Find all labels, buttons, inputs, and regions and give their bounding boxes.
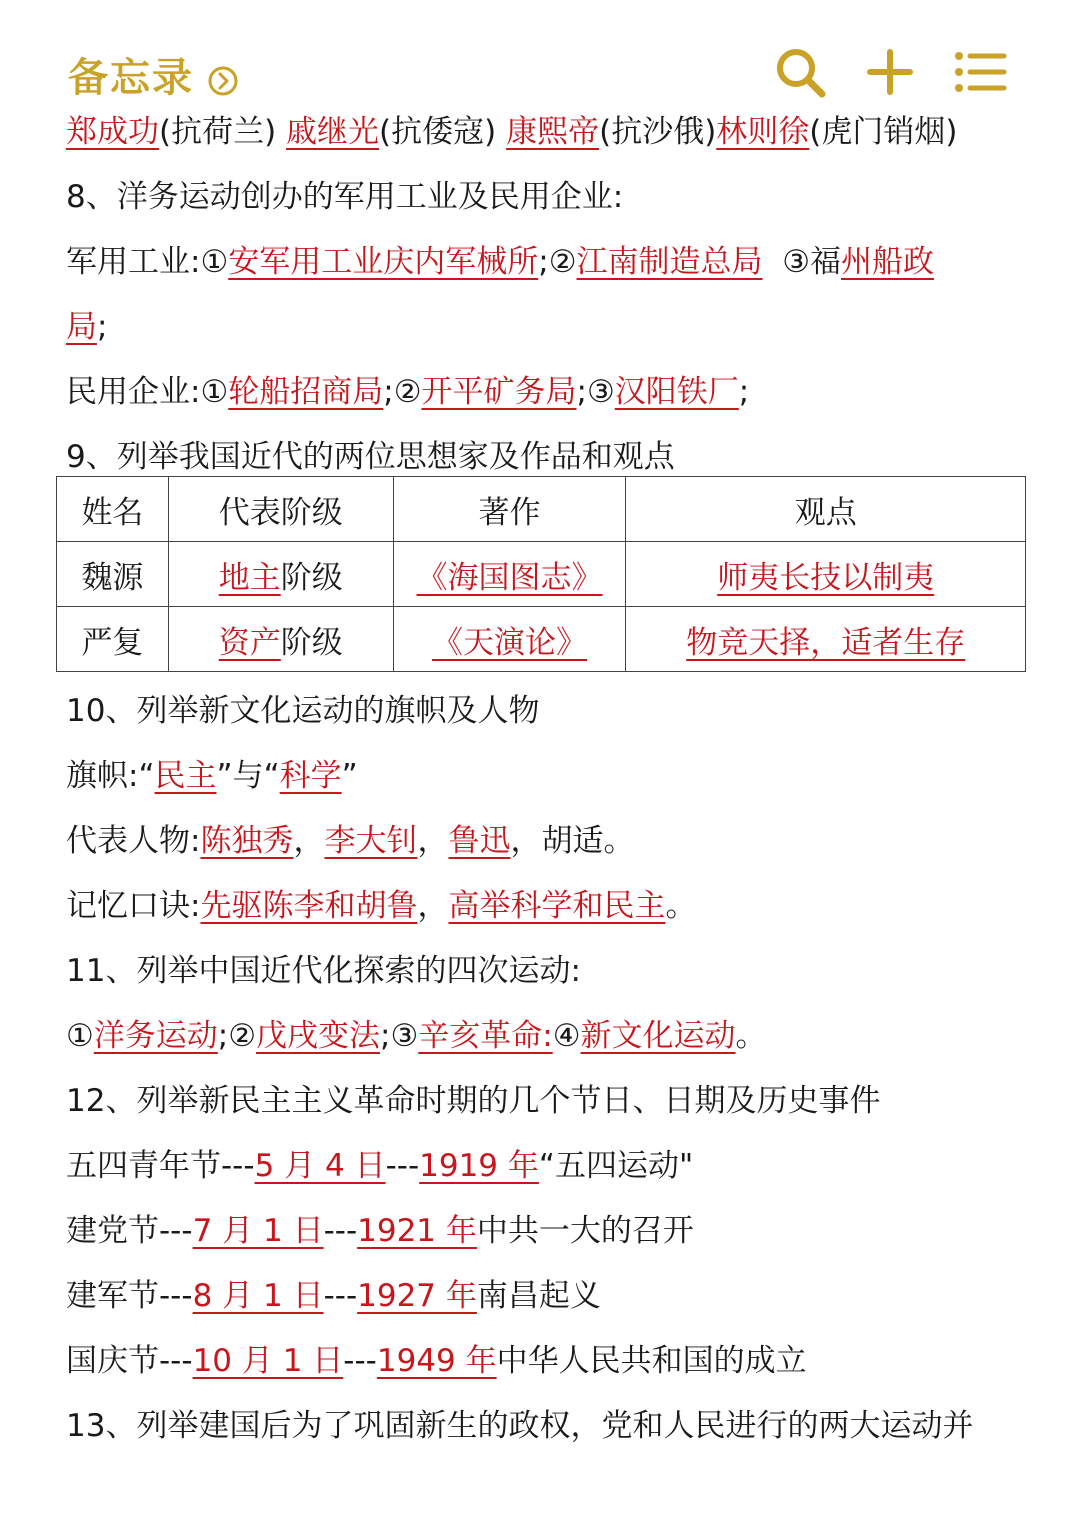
question-heading: 9、列举我国近代的两位思想家及作品和观点 [66,439,675,475]
note-text: (抗沙俄) [599,114,717,150]
note-text: ;② [383,374,422,410]
note-text: 代表人物: [66,823,201,859]
note-text: ;② [538,244,577,280]
note-line [66,100,1026,165]
note-body-top[interactable] [66,100,1026,490]
answer-text: 1919 年 [419,1148,539,1184]
answer-text: 戚继光 [286,114,380,150]
table-cell-name: 魏源 [57,542,169,607]
answer-text: 8 月 1 日 [192,1278,324,1314]
table-header-cell: 姓名 [57,477,169,542]
note-text: 阶级 [280,559,343,596]
note-line [66,874,1026,939]
answer-text: 先驱陈李和胡鲁 [200,888,418,924]
question-heading: 10、列举新文化运动的旗帜及人物 [66,693,540,729]
table-cell-view [626,607,1026,672]
question-heading: 11、列举中国近代化探索的四次运动: [66,953,581,989]
answer-text: 师夷长技以制夷 [717,559,935,596]
note-text: ; [97,309,108,345]
answer-text: 州船政 [841,244,934,280]
answer-text: 鲁迅 [448,823,511,859]
note-text: ” [341,758,358,794]
answer-text: 地主 [218,559,281,596]
notes-title: 备忘录 [68,55,194,101]
note-text: ① [66,1018,94,1054]
table-cell-view [626,542,1026,607]
answer-text: 《天演论》 [432,624,588,661]
note-text: (抗倭寇) [379,114,507,150]
list-icon[interactable] [952,44,1008,100]
answer-text: 物竞天择，适者生存 [686,624,966,661]
answer-text: 洋务运动 [93,1018,218,1054]
table-cell-work [393,607,626,672]
note-line [66,1199,1026,1264]
note-text: --- [323,1278,358,1314]
answer-text: 1949 年 [376,1343,497,1379]
note-text: ④ [552,1018,581,1054]
answer-text: 林则徐 [716,114,810,150]
note-text: 建军节--- [66,1278,193,1314]
note-line [66,360,1026,425]
note-text: 。 [735,1018,767,1054]
table-cell-class [168,607,393,672]
note-text: 五四青年节--- [66,1148,255,1184]
note-text: (虎门销烟) [809,114,958,150]
answer-text: 7 月 1 日 [192,1213,324,1249]
table-cell-work [393,542,626,607]
answer-text: 1927 年 [357,1278,477,1314]
note-text: 军用工业:① [66,244,229,280]
answer-text: 陈独秀 [200,823,294,859]
answer-text: 1921 年 [357,1213,477,1249]
note-line [66,1264,1026,1329]
note-text: “五四运动" [538,1148,694,1184]
thinkers-table [56,476,1026,672]
table-cell-name: 严复 [57,607,169,672]
answer-text: 安军用工业庆内军械所 [228,244,539,280]
question-heading: 12、列举新民主主义革命时期的几个节日、日期及历史事件 [66,1083,881,1119]
answer-text: 《海国图志》 [416,559,603,596]
table-cell-class [168,542,393,607]
note-line [66,1004,1026,1069]
note-line [66,809,1026,874]
note-text: ， [293,823,325,859]
note-text: ③福 [762,244,841,280]
answer-text: 科学 [279,758,342,794]
note-text: 建党节--- [66,1213,193,1249]
note-text: ;③ [380,1018,419,1054]
note-text: ， [417,823,449,859]
answer-text: 李大钊 [324,823,418,859]
note-text: ;② [217,1018,257,1054]
answer-text: 局 [66,309,97,345]
table-header-row [57,477,1026,542]
answer-text: 5 月 4 日 [254,1148,386,1184]
note-text: 记忆口诀: [66,888,201,924]
note-text: 。 [665,888,697,924]
note-text: 阶级 [280,624,343,661]
chevron-right-circle-icon [208,60,238,90]
table-row [57,607,1026,672]
table-header-cell: 著作 [393,477,626,542]
answer-text: 汉阳铁厂 [614,374,739,410]
question-heading: 8、洋务运动创办的军用工业及民用企业: [66,179,624,215]
table-row [57,542,1026,607]
note-text: ，胡适。 [510,823,635,859]
note-text: 中共一大的召开 [476,1213,694,1249]
note-line [66,295,1026,360]
note-text: ; [738,374,750,410]
note-line [66,230,1026,295]
table-header-cell: 观点 [626,477,1026,542]
note-text: 旗帜:“ [66,758,155,794]
note-text: 中华人民共和国的成立 [496,1343,807,1379]
note-body-bottom[interactable] [66,679,1026,1459]
answer-text: 10 月 1 日 [192,1343,344,1379]
answer-text: 康熙帝 [506,114,600,150]
note-line [66,1134,1026,1199]
answer-text: 辛亥革命: [418,1018,553,1054]
answer-text: 新文化运动 [580,1018,736,1054]
answer-text: 江南制造总局 [576,244,763,280]
note-text: --- [385,1148,420,1184]
note-text: ”与“ [216,758,280,794]
answer-text: 高举科学和民主 [448,888,666,924]
note-text: ;③ [576,374,615,410]
answer-text: 戊戌变法 [256,1018,381,1054]
note-text: --- [343,1343,377,1379]
note-text: ， [417,888,449,924]
answer-text: 郑成功 [66,114,159,150]
note-text: 民用企业:① [66,374,229,410]
answer-text: 民主 [154,758,217,794]
note-text: (抗荷兰) [159,114,287,150]
question-heading: 13、列举建国后为了巩固新生的政权，党和人民进行的两大运动并 [66,1408,974,1444]
answer-text: 资产 [218,624,281,661]
answer-text: 轮船招商局 [228,374,384,410]
note-text: 南昌起义 [476,1278,601,1314]
answer-text: 开平矿务局 [421,374,577,410]
notes-title-button[interactable] [68,46,238,103]
notes-header [0,0,1080,100]
note-line [66,1329,1026,1394]
note-text: --- [323,1213,358,1249]
note-line [66,744,1026,809]
note-text: 国庆节--- [66,1343,193,1379]
plus-icon[interactable] [862,44,918,100]
table-header-cell: 代表阶级 [168,477,393,542]
search-icon[interactable] [772,44,828,100]
